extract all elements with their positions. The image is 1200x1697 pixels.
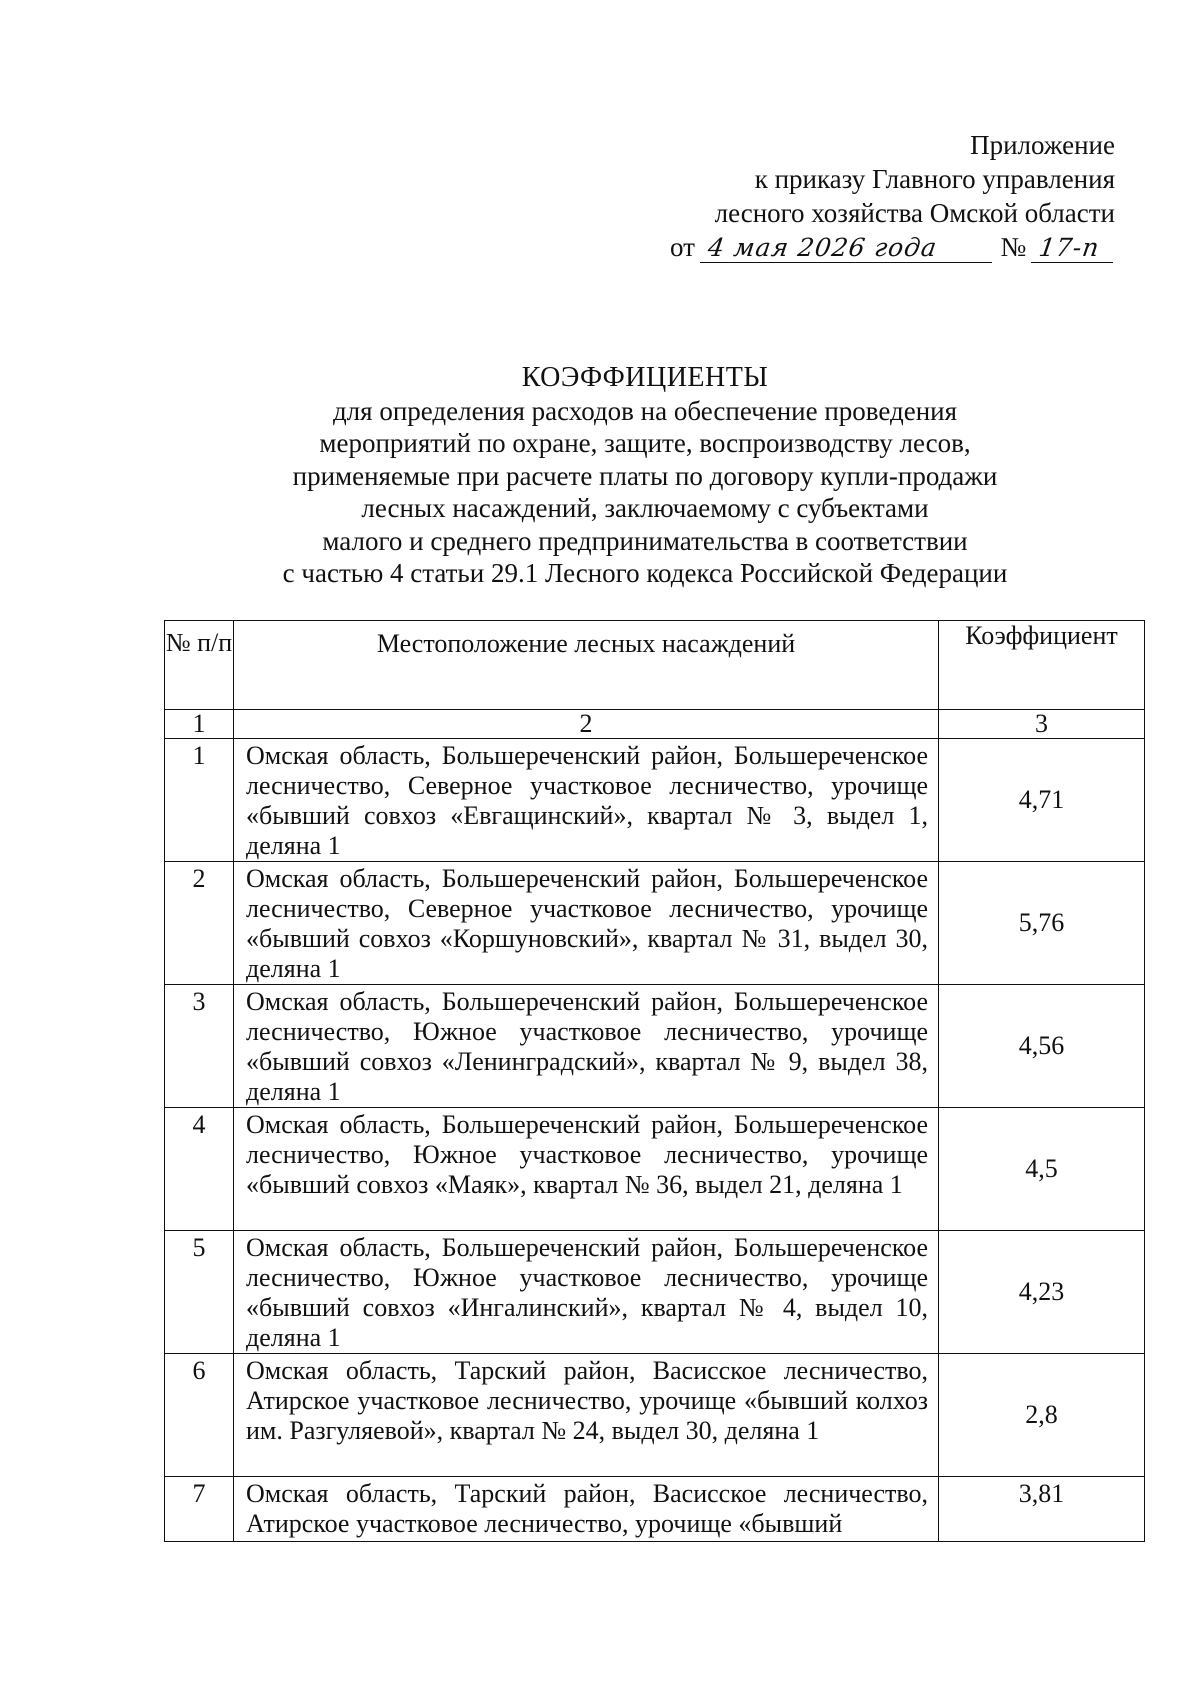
- table-row: [165, 1354, 1145, 1477]
- title-line: мероприятий по охране, защите, воспроизводству лесов,: [319, 428, 971, 458]
- row-coefficient: 4,56: [939, 985, 1145, 1108]
- row-location: Омская область, Большереченский район, Большереченское лесничество, Южное участковое лесничество, урочище «бывший совхоз «Маяк», квартал № 36, выдел 21, деляна 1: [234, 1108, 939, 1231]
- title-line: малого и среднего предпринимательства в соответствии: [322, 525, 968, 556]
- header-num: № п/п: [165, 621, 234, 710]
- table-row: [165, 985, 1145, 1108]
- row-location: Омская область, Большереченский район, Большереченское лесничество, Южное участковое лесничество, урочище «бывший совхоз «Ленинградский», квартал № 9, выдел 38, деляна 1: [234, 985, 939, 1108]
- row-location: Омская область, Большереченский район, Большереченское лесничество, Южное участковое лесничество, урочище «бывший совхоз «Ингалинский», квартал № 4, выдел 10, деляна 1: [234, 1231, 939, 1354]
- row-num: 3: [165, 985, 234, 1108]
- column-number: 3: [939, 710, 1145, 739]
- row-location: Омская область, Большереченский район, Большереченское лесничество, Северное участковое лесничество, урочище «бывший совхоз «Коршуновский», квартал № 31, выдел 30, деляна 1: [234, 862, 939, 985]
- row-num: 7: [165, 1477, 234, 1542]
- row-coefficient: 5,76: [939, 862, 1145, 985]
- title-line: лесных насаждений, заключаемому с субъектами: [361, 493, 929, 523]
- appendix-title: Приложение: [970, 130, 1115, 160]
- row-coefficient: 4,5: [939, 1108, 1145, 1231]
- title-line: с частью 4 статьи 29.1 Лесного кодекса Российской Федерации: [282, 558, 1008, 588]
- row-num: 6: [165, 1354, 234, 1477]
- row-coefficient: 4,23: [939, 1231, 1145, 1354]
- row-num: 5: [165, 1231, 234, 1354]
- row-location: Омская область, Тарский район, Васисское лесничество, Атирское участковое лесничество, урочище «бывший: [246, 1479, 928, 1538]
- table-row: [165, 862, 1145, 985]
- document-title: [150, 362, 1140, 590]
- row-location-cell: [234, 1477, 939, 1542]
- title-line: для определения расходов на обеспечение проведения: [332, 395, 958, 426]
- row-coefficient: 2,8: [939, 1354, 1145, 1477]
- appendix-authority: лесного хозяйства Омской области: [714, 198, 1115, 228]
- row-num: 2: [165, 862, 234, 985]
- title-line: применяемые при расчете платы по договору купли-продажи: [292, 460, 998, 491]
- column-number: 2: [234, 710, 939, 739]
- row-num: 4: [165, 1108, 234, 1231]
- header-location: Местоположение лесных насаждений: [234, 621, 939, 710]
- column-numbers-row: [165, 710, 1145, 739]
- appendix-block: [670, 128, 1115, 264]
- header-coefficient: Коэффициент: [939, 621, 1145, 710]
- appendix-order-ref: к приказу Главного управления: [754, 164, 1115, 194]
- title-main: КОЭФФИЦИЕНТЫ: [521, 362, 769, 393]
- from-label: от: [670, 232, 695, 262]
- handwritten-number: 17-п: [1031, 234, 1117, 263]
- table-row: [165, 1231, 1145, 1354]
- appendix-date-line: [670, 230, 1115, 264]
- number-label: №: [1000, 232, 1027, 262]
- row-coefficient: 4,71: [939, 739, 1145, 862]
- table-row: [165, 1108, 1145, 1231]
- row-coefficient: 3,81: [939, 1477, 1145, 1542]
- coefficients-table: [164, 620, 1145, 1542]
- row-num: 1: [165, 739, 234, 862]
- table-row: [165, 739, 1145, 862]
- table-row: [165, 1477, 1145, 1542]
- row-location: Омская область, Большереченский район, Большереченское лесничество, Северное участковое лесничество, урочище «бывший совхоз «Евгащинский», квартал № 3, выдел 1, деляна 1: [234, 739, 939, 862]
- table-header-row: [165, 621, 1145, 710]
- column-number: 1: [165, 710, 234, 739]
- handwritten-date: 4 мая 2026 года: [700, 234, 996, 263]
- row-location: Омская область, Тарский район, Васисское лесничество, Атирское участковое лесничество, урочище «бывший колхоз им. Разгуляевой», квартал № 24, выдел 30, деляна 1: [234, 1354, 939, 1477]
